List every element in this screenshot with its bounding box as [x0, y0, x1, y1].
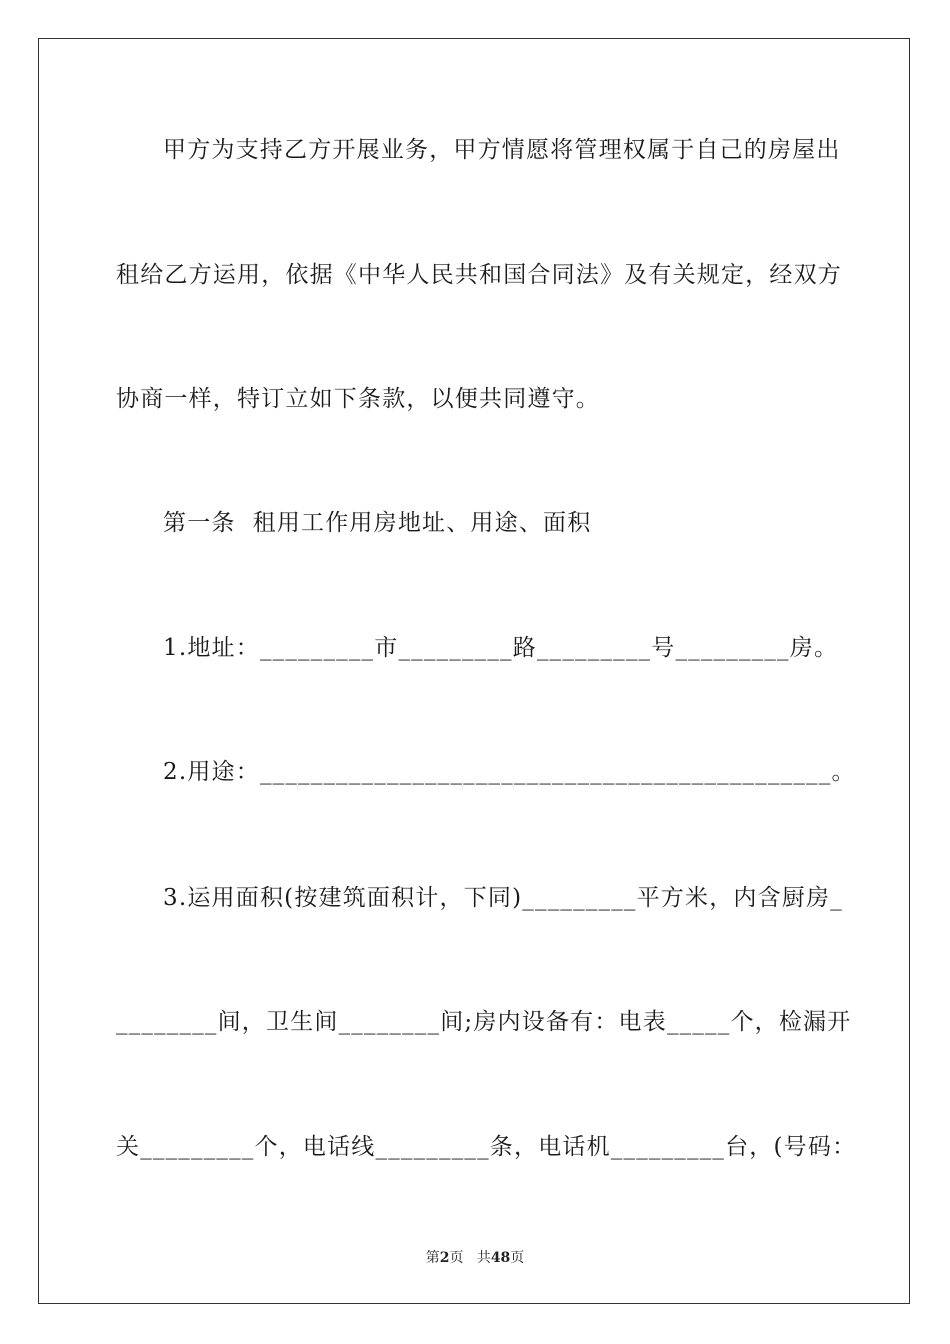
footer-total-suffix: 页	[510, 1250, 525, 1266]
article-1-heading: 第一条 租用工作用房地址、用途、面积	[163, 510, 592, 536]
page-border	[38, 38, 910, 1304]
paragraph-line-2: 租给乙方运用，依据《中华人民共和国合同法》及有关规定，经双方	[116, 262, 842, 288]
footer-page-number: 2	[439, 1250, 450, 1266]
equipment-line: 关_________个，电话线_________条，电话机_________台，(号码：	[116, 1134, 857, 1160]
paragraph-line-1: 甲方为支持乙方开展业务，甲方情愿将管理权属于自己的房屋出	[163, 137, 841, 163]
footer-total-prefix: 共	[476, 1250, 491, 1266]
footer-page-suffix: 页	[449, 1250, 464, 1266]
footer-page-prefix: 第	[425, 1250, 440, 1266]
paragraph-line-3: 协商一样，特订立如下条款，以便共同遵守。	[116, 386, 600, 412]
page-footer	[0, 1249, 950, 1267]
address-line: 1.地址：_________市_________路_________号_________房。	[163, 635, 839, 661]
usage-line: 2.用途：_____________________________________________。	[163, 759, 856, 785]
area-line: 3.运用面积(按建筑面积计，下同)_________平方米，内含厨房_	[163, 885, 843, 911]
rooms-equipment-line: ________间，卫生间________间;房内设备有：电表_____个，检漏开	[116, 1009, 852, 1035]
footer-total-pages: 48	[490, 1250, 511, 1266]
